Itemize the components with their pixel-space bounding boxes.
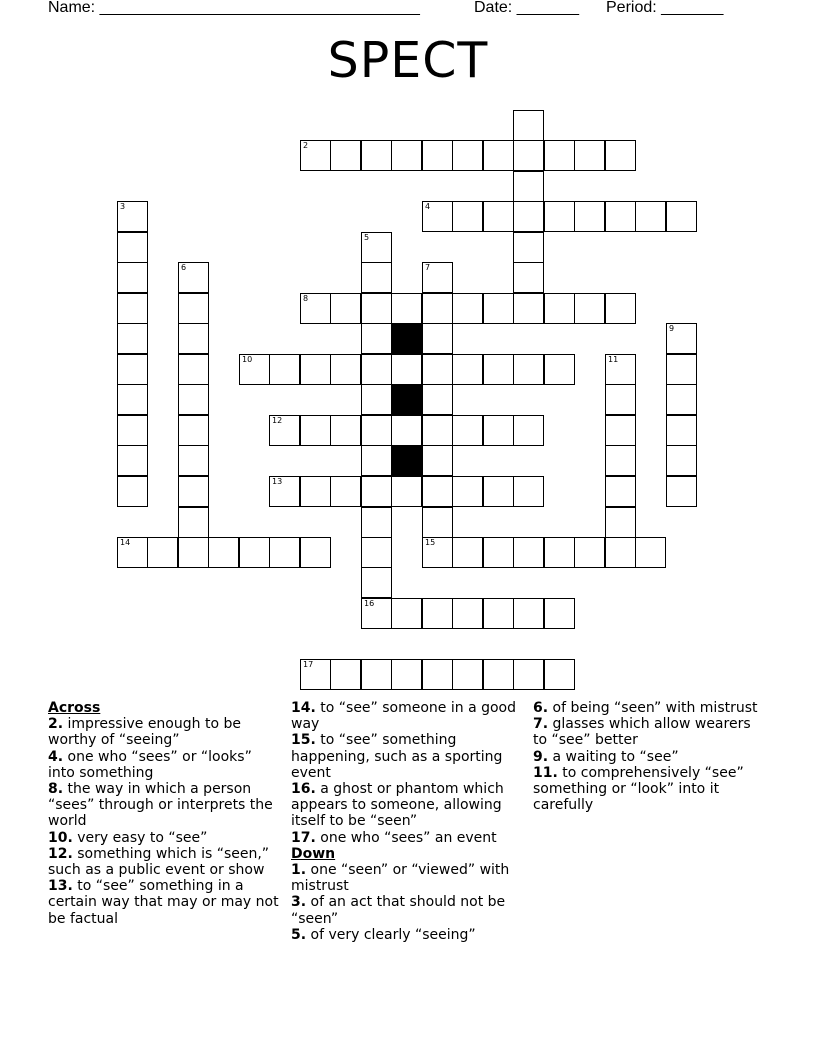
grid-cell[interactable] bbox=[330, 476, 361, 507]
grid-cell[interactable] bbox=[147, 537, 178, 568]
grid-cell[interactable] bbox=[178, 384, 209, 415]
grid-cell[interactable] bbox=[666, 445, 697, 476]
clue-number: 10 bbox=[242, 355, 253, 364]
grid-cell[interactable] bbox=[483, 354, 514, 385]
grid-cell[interactable] bbox=[422, 384, 453, 415]
grid-block bbox=[391, 384, 422, 415]
grid-cell[interactable] bbox=[361, 659, 392, 690]
grid-cell[interactable] bbox=[178, 507, 209, 538]
clue-text: impressive enough to be worthy of “seeing” bbox=[48, 716, 241, 749]
grid-cell[interactable] bbox=[361, 598, 392, 629]
grid-block bbox=[391, 445, 422, 476]
clue-number: 11 bbox=[608, 355, 619, 364]
clue-number-label: 9. bbox=[533, 748, 549, 765]
grid-cell[interactable] bbox=[422, 354, 453, 385]
grid-cell[interactable] bbox=[178, 537, 209, 568]
grid-cell[interactable] bbox=[239, 537, 270, 568]
grid-cell[interactable] bbox=[513, 293, 544, 324]
grid-cell[interactable] bbox=[361, 445, 392, 476]
grid-cell[interactable] bbox=[513, 659, 544, 690]
grid-cell[interactable] bbox=[391, 415, 422, 446]
clue-number: 12 bbox=[272, 416, 283, 425]
clue-number: 15 bbox=[425, 538, 436, 547]
grid-cell[interactable] bbox=[452, 659, 483, 690]
grid-cell[interactable] bbox=[513, 476, 544, 507]
clue-number: 8 bbox=[303, 294, 309, 303]
grid-cell[interactable] bbox=[391, 293, 422, 324]
grid-cell[interactable] bbox=[452, 140, 483, 171]
clue-text: of being “seen” with mistrust bbox=[548, 700, 758, 716]
grid-cell[interactable] bbox=[452, 293, 483, 324]
grid-cell[interactable] bbox=[544, 537, 575, 568]
grid-cell[interactable] bbox=[422, 507, 453, 538]
name-field-label: Name: ____________________________________ bbox=[48, 0, 420, 16]
grid-cell[interactable] bbox=[422, 201, 453, 232]
clue-number: 13 bbox=[272, 477, 283, 486]
grid-cell[interactable] bbox=[574, 537, 605, 568]
grid-cell[interactable] bbox=[422, 323, 453, 354]
clue-number-label: 14. bbox=[291, 700, 316, 716]
grid-cell[interactable] bbox=[513, 201, 544, 232]
grid-cell[interactable] bbox=[605, 384, 636, 415]
clue-number: 5 bbox=[364, 233, 370, 242]
grid-cell[interactable] bbox=[330, 354, 361, 385]
grid-cell[interactable] bbox=[574, 293, 605, 324]
grid-cell[interactable] bbox=[422, 293, 453, 324]
grid-cell[interactable] bbox=[513, 354, 544, 385]
grid-cell[interactable] bbox=[361, 140, 392, 171]
grid-cell[interactable] bbox=[666, 323, 697, 354]
grid-cell[interactable] bbox=[300, 293, 331, 324]
clue-text: one “seen” or “viewed” with mistrust bbox=[291, 862, 510, 895]
grid-cell[interactable] bbox=[422, 476, 453, 507]
clues-column-2 bbox=[291, 700, 523, 943]
grid-cell[interactable] bbox=[361, 323, 392, 354]
clue-number-label: 7. bbox=[533, 716, 549, 733]
clue-number: 17 bbox=[303, 660, 314, 669]
grid-cell[interactable] bbox=[269, 415, 300, 446]
grid-cell[interactable] bbox=[117, 293, 148, 324]
grid-block bbox=[391, 323, 422, 354]
grid-cell[interactable] bbox=[391, 598, 422, 629]
clue-number-label: 12. bbox=[48, 845, 73, 862]
clue-item bbox=[48, 781, 280, 830]
grid-cell[interactable] bbox=[513, 140, 544, 171]
grid-cell[interactable] bbox=[452, 201, 483, 232]
grid-cell[interactable] bbox=[544, 201, 575, 232]
clue-text: a ghost or phantom which appears to someone, allowing itself to be “seen” bbox=[291, 781, 504, 830]
section-heading: Across bbox=[48, 700, 101, 716]
grid-cell[interactable] bbox=[605, 537, 636, 568]
clue-number-label: 16. bbox=[291, 781, 316, 798]
grid-cell[interactable] bbox=[178, 293, 209, 324]
grid-cell[interactable] bbox=[605, 354, 636, 385]
grid-cell[interactable] bbox=[239, 354, 270, 385]
grid-cell[interactable] bbox=[117, 384, 148, 415]
grid-cell[interactable] bbox=[178, 354, 209, 385]
grid-cell[interactable] bbox=[300, 354, 331, 385]
grid-cell[interactable] bbox=[452, 476, 483, 507]
grid-cell[interactable] bbox=[513, 262, 544, 293]
grid-cell[interactable] bbox=[483, 598, 514, 629]
grid-cell[interactable] bbox=[544, 598, 575, 629]
grid-cell[interactable] bbox=[452, 354, 483, 385]
grid-cell[interactable] bbox=[544, 354, 575, 385]
clue-number-label: 8. bbox=[48, 781, 64, 798]
grid-cell[interactable] bbox=[483, 476, 514, 507]
clue-number-label: 10. bbox=[48, 829, 73, 846]
grid-cell[interactable] bbox=[635, 201, 666, 232]
clues-column-1 bbox=[48, 700, 280, 927]
grid-cell[interactable] bbox=[452, 415, 483, 446]
clue-text: one who “sees” or “looks” into something bbox=[48, 748, 252, 781]
grid-cell[interactable] bbox=[361, 476, 392, 507]
clue-number: 4 bbox=[425, 202, 431, 211]
grid-cell[interactable] bbox=[269, 537, 300, 568]
grid-cell[interactable] bbox=[361, 384, 392, 415]
clue-text: something which is “seen,” such as a public event or show bbox=[48, 845, 270, 879]
grid-cell[interactable] bbox=[574, 140, 605, 171]
clue-number: 14 bbox=[120, 538, 131, 547]
grid-cell[interactable] bbox=[361, 567, 392, 598]
grid-cell[interactable] bbox=[422, 140, 453, 171]
clue-number: 7 bbox=[425, 263, 431, 272]
grid-cell[interactable] bbox=[300, 659, 331, 690]
grid-cell[interactable] bbox=[178, 262, 209, 293]
clue-number-label: 2. bbox=[48, 716, 64, 733]
grid-cell[interactable] bbox=[117, 232, 148, 263]
clue-text: glasses which allow wearers to “see” better bbox=[533, 716, 751, 749]
grid-cell[interactable] bbox=[361, 293, 392, 324]
grid-cell[interactable] bbox=[483, 140, 514, 171]
grid-cell[interactable] bbox=[666, 476, 697, 507]
grid-cell[interactable] bbox=[452, 537, 483, 568]
grid-cell[interactable] bbox=[605, 201, 636, 232]
clues-column-3 bbox=[533, 700, 765, 813]
clue-number-label: 6. bbox=[533, 700, 549, 716]
clue-item bbox=[48, 716, 280, 748]
grid-cell[interactable] bbox=[208, 537, 239, 568]
clue-number-label: 17. bbox=[291, 829, 316, 846]
clue-item bbox=[533, 716, 765, 748]
grid-cell[interactable] bbox=[483, 201, 514, 232]
grid-cell[interactable] bbox=[574, 201, 605, 232]
clue-text: to “see” someone in a good way bbox=[291, 700, 517, 733]
grid-cell[interactable] bbox=[605, 140, 636, 171]
grid-cell[interactable] bbox=[544, 293, 575, 324]
grid-cell[interactable] bbox=[544, 659, 575, 690]
clue-item bbox=[48, 830, 280, 846]
clue-item bbox=[291, 700, 523, 732]
clue-item bbox=[48, 749, 280, 781]
clue-text: a waiting to “see” bbox=[548, 748, 679, 765]
clue-item bbox=[533, 700, 765, 716]
grid-cell[interactable] bbox=[666, 384, 697, 415]
clue-number-label: 11. bbox=[533, 764, 558, 781]
grid-cell[interactable] bbox=[391, 140, 422, 171]
grid-cell[interactable] bbox=[330, 293, 361, 324]
grid-cell[interactable] bbox=[361, 415, 392, 446]
grid-cell[interactable] bbox=[483, 415, 514, 446]
grid-cell[interactable] bbox=[391, 354, 422, 385]
clue-number: 9 bbox=[669, 324, 675, 333]
grid-cell[interactable] bbox=[361, 537, 392, 568]
grid-cell[interactable] bbox=[178, 476, 209, 507]
clue-number-label: 4. bbox=[48, 748, 64, 765]
clue-text: the way in which a person “sees” through or interprets the world bbox=[48, 781, 273, 830]
grid-cell[interactable] bbox=[422, 537, 453, 568]
clue-text: to “see” something happening, such as a sporting event bbox=[291, 732, 503, 781]
clue-number: 3 bbox=[120, 202, 126, 211]
grid-cell[interactable] bbox=[361, 262, 392, 293]
grid-cell[interactable] bbox=[452, 598, 483, 629]
grid-cell[interactable] bbox=[422, 415, 453, 446]
clue-item bbox=[291, 781, 523, 830]
section-heading: Down bbox=[291, 845, 336, 862]
grid-cell[interactable] bbox=[117, 354, 148, 385]
puzzle-title: SPECT bbox=[327, 32, 489, 89]
clue-number-label: 1. bbox=[291, 862, 307, 879]
grid-cell[interactable] bbox=[269, 476, 300, 507]
grid-cell[interactable] bbox=[422, 598, 453, 629]
clue-item bbox=[291, 830, 523, 846]
grid-cell[interactable] bbox=[513, 110, 544, 141]
grid-cell[interactable] bbox=[544, 140, 575, 171]
grid-cell[interactable] bbox=[605, 293, 636, 324]
grid-cell[interactable] bbox=[300, 537, 331, 568]
grid-cell[interactable] bbox=[361, 232, 392, 263]
period-field-label: Period: _______ bbox=[606, 0, 724, 16]
grid-cell[interactable] bbox=[178, 415, 209, 446]
clue-number: 16 bbox=[364, 599, 375, 608]
grid-cell[interactable] bbox=[391, 476, 422, 507]
grid-cell[interactable] bbox=[330, 659, 361, 690]
grid-cell[interactable] bbox=[635, 537, 666, 568]
grid-cell[interactable] bbox=[422, 262, 453, 293]
grid-cell[interactable] bbox=[117, 537, 148, 568]
grid-cell[interactable] bbox=[666, 415, 697, 446]
grid-cell[interactable] bbox=[330, 140, 361, 171]
clue-text: very easy to “see” bbox=[72, 829, 208, 846]
grid-cell[interactable] bbox=[300, 476, 331, 507]
clue-item bbox=[48, 878, 280, 927]
grid-cell[interactable] bbox=[269, 354, 300, 385]
grid-cell[interactable] bbox=[178, 323, 209, 354]
grid-cell[interactable] bbox=[513, 232, 544, 263]
grid-cell[interactable] bbox=[483, 537, 514, 568]
clue-item bbox=[48, 846, 280, 878]
clue-item bbox=[291, 927, 523, 943]
grid-cell[interactable] bbox=[361, 354, 392, 385]
clue-number: 2 bbox=[303, 141, 309, 150]
grid-cell[interactable] bbox=[605, 476, 636, 507]
grid-cell[interactable] bbox=[300, 415, 331, 446]
date-field-label: Date: _______ bbox=[474, 0, 579, 16]
grid-cell[interactable] bbox=[361, 507, 392, 538]
clue-text: one who “sees” an event bbox=[315, 829, 497, 846]
grid-cell[interactable] bbox=[117, 445, 148, 476]
clue-number-label: 5. bbox=[291, 926, 307, 943]
grid-cell[interactable] bbox=[330, 415, 361, 446]
clue-number-label: 3. bbox=[291, 894, 307, 911]
grid-cell[interactable] bbox=[483, 293, 514, 324]
grid-cell[interactable] bbox=[513, 415, 544, 446]
grid-cell[interactable] bbox=[117, 262, 148, 293]
clue-number: 6 bbox=[181, 263, 187, 272]
clue-text: of very clearly “seeing” bbox=[306, 926, 476, 943]
grid-cell[interactable] bbox=[666, 354, 697, 385]
grid-cell[interactable] bbox=[300, 140, 331, 171]
grid-cell[interactable] bbox=[666, 201, 697, 232]
grid-cell[interactable] bbox=[513, 171, 544, 202]
clue-item bbox=[291, 894, 523, 926]
grid-cell[interactable] bbox=[513, 537, 544, 568]
grid-cell[interactable] bbox=[117, 323, 148, 354]
clue-text: of an act that should not be “seen” bbox=[291, 894, 506, 927]
grid-cell[interactable] bbox=[422, 659, 453, 690]
grid-cell[interactable] bbox=[178, 445, 209, 476]
grid-cell[interactable] bbox=[483, 659, 514, 690]
grid-cell[interactable] bbox=[513, 598, 544, 629]
clue-number-label: 13. bbox=[48, 878, 73, 895]
grid-cell[interactable] bbox=[117, 476, 148, 507]
clue-item bbox=[291, 732, 523, 781]
clue-item bbox=[533, 765, 765, 814]
clue-text: to “see” something in a certain way that may or may not be factual bbox=[48, 878, 279, 927]
grid-cell[interactable] bbox=[117, 201, 148, 232]
clue-number-label: 15. bbox=[291, 732, 316, 749]
grid-cell[interactable] bbox=[422, 445, 453, 476]
grid-cell[interactable] bbox=[117, 415, 148, 446]
grid-cell[interactable] bbox=[391, 659, 422, 690]
grid-cell[interactable] bbox=[605, 507, 636, 538]
grid-cell[interactable] bbox=[605, 445, 636, 476]
clue-item bbox=[291, 862, 523, 894]
clue-text: to comprehensively “see” something or “look” into it carefully bbox=[533, 764, 744, 814]
clue-item bbox=[533, 749, 765, 765]
grid-cell[interactable] bbox=[605, 415, 636, 446]
